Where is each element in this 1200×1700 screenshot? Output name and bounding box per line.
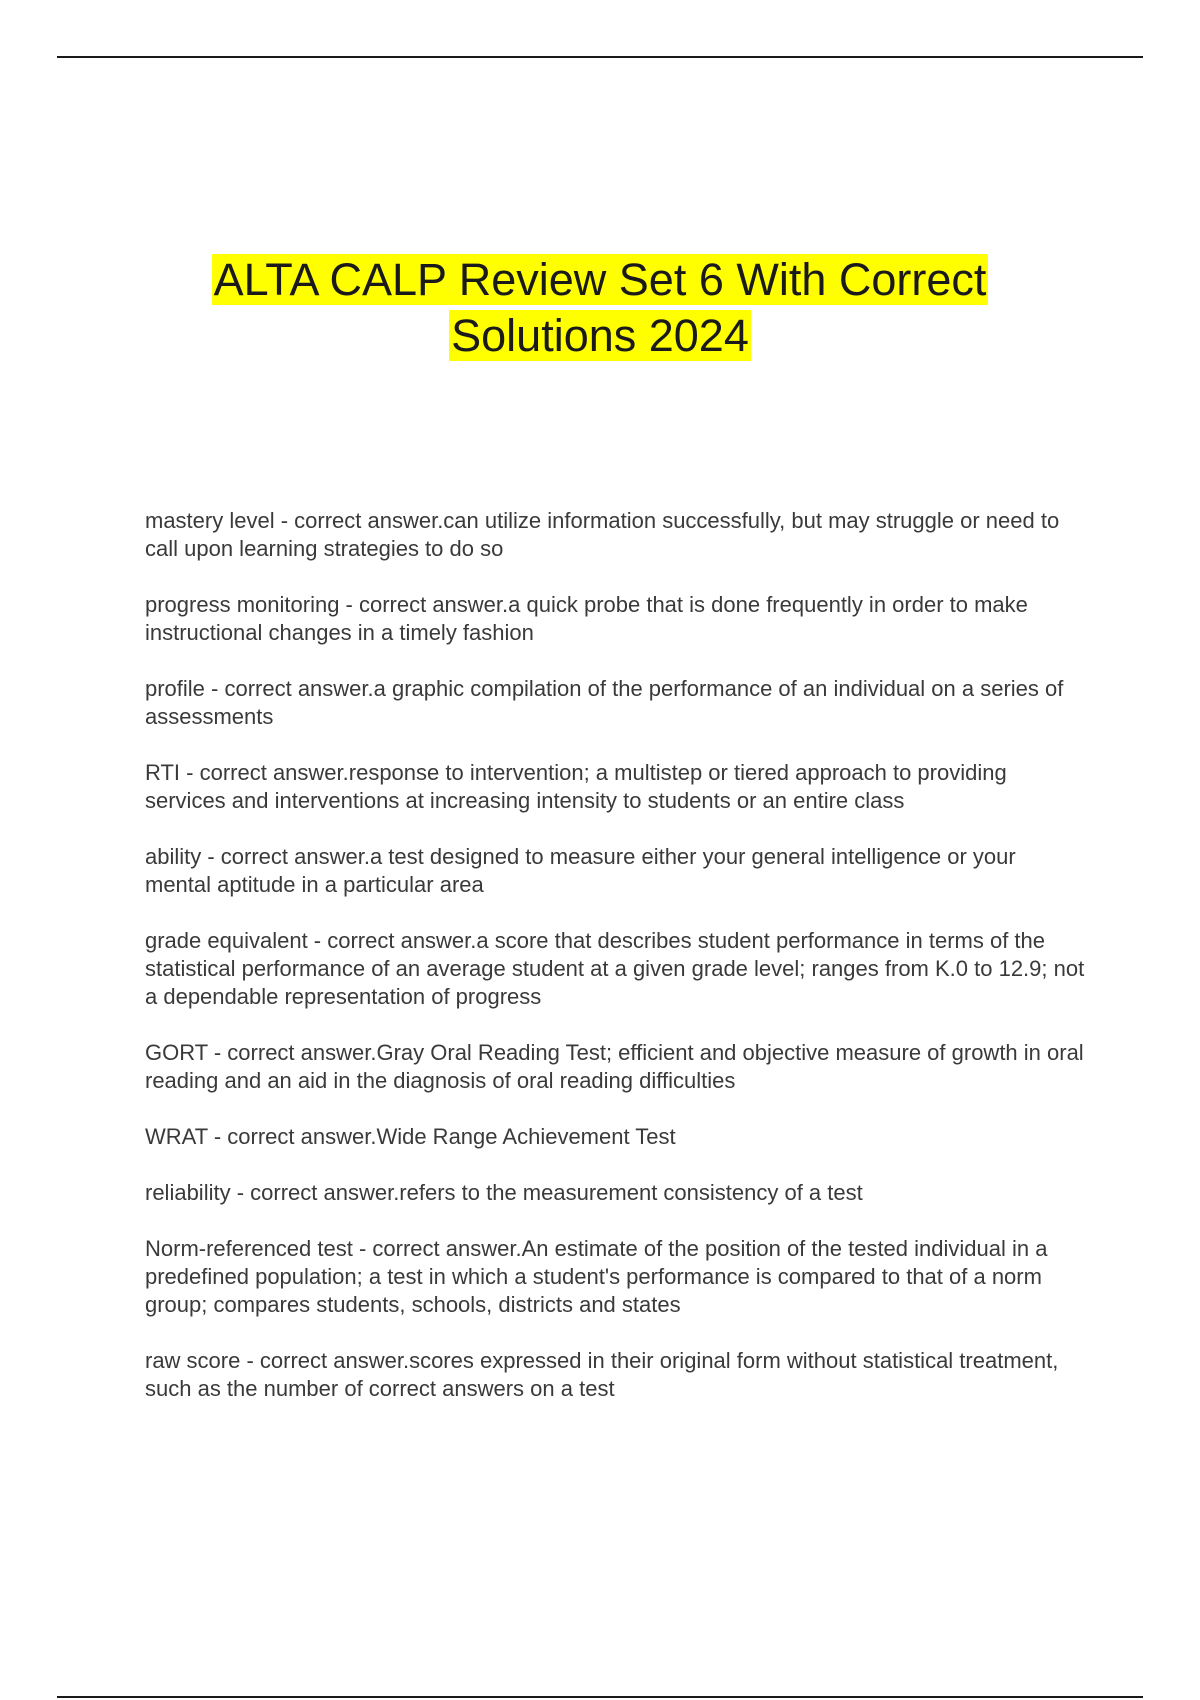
entry-gort: GORT - correct answer.Gray Oral Reading Test; efficient and objective measure of growth in oral reading and an aid in the diagnosis of oral reading difficulties: [145, 1040, 1084, 1093]
entry-rti: RTI - correct answer.response to intervention; a multistep or tiered approach to providing services and interventions at increasing intensity to students or an entire class: [145, 760, 1007, 813]
title-line-2: Solutions 2024: [451, 310, 749, 361]
entry-profile: profile - correct answer.a graphic compilation of the performance of an individual on a series of assessments: [145, 676, 1064, 729]
entry-grade-equivalent: grade equivalent - correct answer.a score that describes student performance in terms of the statistical performance of an average student at a given grade level; ranges from K.0 to 12.9; not a dependable representation of progress: [145, 928, 1085, 1009]
entry-progress-monitoring: progress monitoring - correct answer.a quick probe that is done frequently in order to make instructional changes in a timely fashion: [145, 592, 1028, 645]
entry-wrat: WRAT - correct answer.Wide Range Achievement Test: [145, 1124, 676, 1149]
entry-reliability: reliability - correct answer.refers to the measurement consistency of a test: [145, 1180, 863, 1205]
flashcard-entries: [145, 507, 1085, 1431]
title-line-1: ALTA CALP Review Set 6 With Correct: [213, 254, 987, 305]
bottom-horizontal-rule: [57, 1696, 1143, 1698]
entry-raw-score: raw score - correct answer.scores expressed in their original form without statistical treatment, such as the number of correct answers on a test: [145, 1348, 1059, 1401]
entry-mastery-level: mastery level - correct answer.can utilize information successfully, but may struggle or need to call upon learning strategies to do so: [145, 508, 1060, 561]
document-title: [150, 252, 1050, 364]
entry-norm-referenced-test: Norm-referenced test - correct answer.An estimate of the position of the tested individual in a predefined population; a test in which a student's performance is compared to that of a norm group; compares students, schools, districts and states: [145, 1236, 1048, 1317]
entry-ability: ability - correct answer.a test designed to measure either your general intelligence or your mental aptitude in a particular area: [145, 844, 1016, 897]
top-horizontal-rule: [57, 56, 1143, 58]
